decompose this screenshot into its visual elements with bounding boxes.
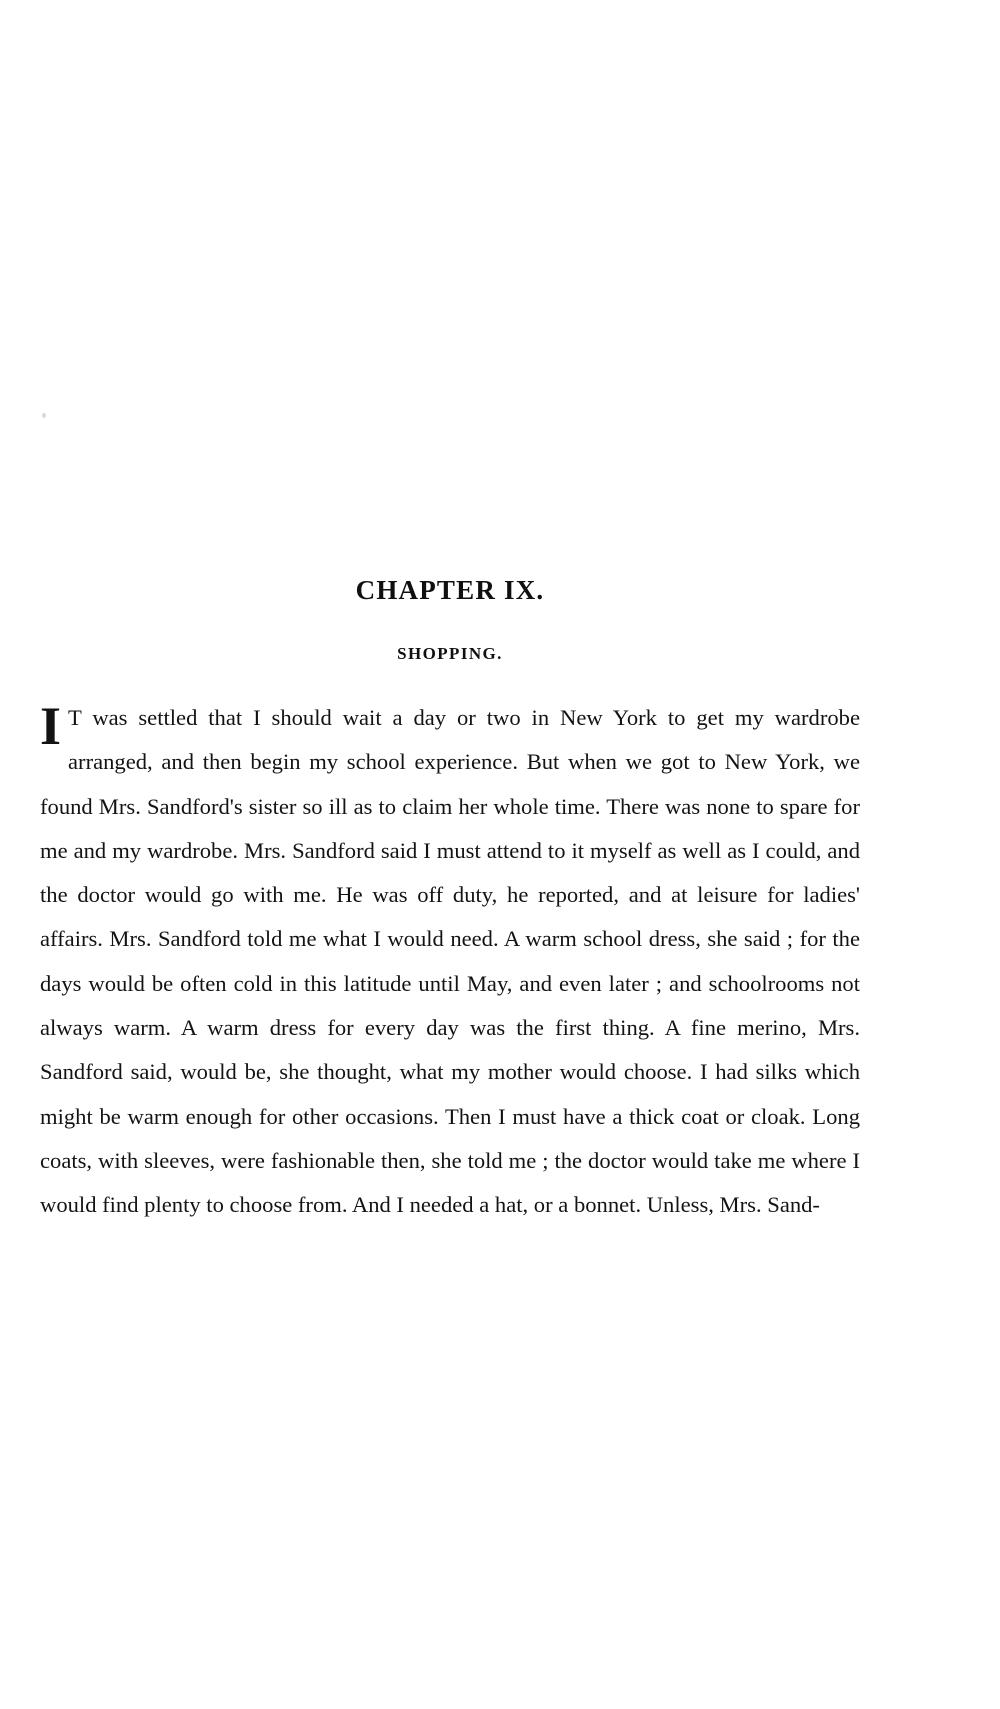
- page-content: [40, 0, 860, 1228]
- section-title: SHOPPING.: [397, 644, 503, 663]
- chapter-title: CHAPTER IX.: [355, 575, 545, 605]
- drop-cap: I: [40, 696, 62, 756]
- paragraph-text: T was settled that I should wait a day or two in New York to get my wardrobe arranged, and then begin my school experience. But when we got to New York, we found Mrs. Sandford's sister so ill as to claim her whole time. There was none to spare for me and my wardrobe. Mrs. Sandford said I must attend to it myself as well as I could, and the doctor would go with me. He was off duty, he reported, and at leisure for ladies' affairs. Mrs. Sandford told me what I would need. A warm school dress, she said ; for the days would be often cold in this latitude until May, and even later ; and schoolrooms not always warm. A warm dress for every day was the first thing. A fine merino, Mrs. Sandford said, would be, she thought, what my mother would choose. I had silks which might be warm enough for other occasions. Then I must have a thick coat or cloak. Long coats, with sleeves, were fashionable then, she told me ; the doctor would take me where I would find plenty to choose from. And I needed a hat, or a bonnet. Unless, Mrs. Sand-: [40, 705, 860, 1218]
- body-paragraph: [40, 696, 860, 1228]
